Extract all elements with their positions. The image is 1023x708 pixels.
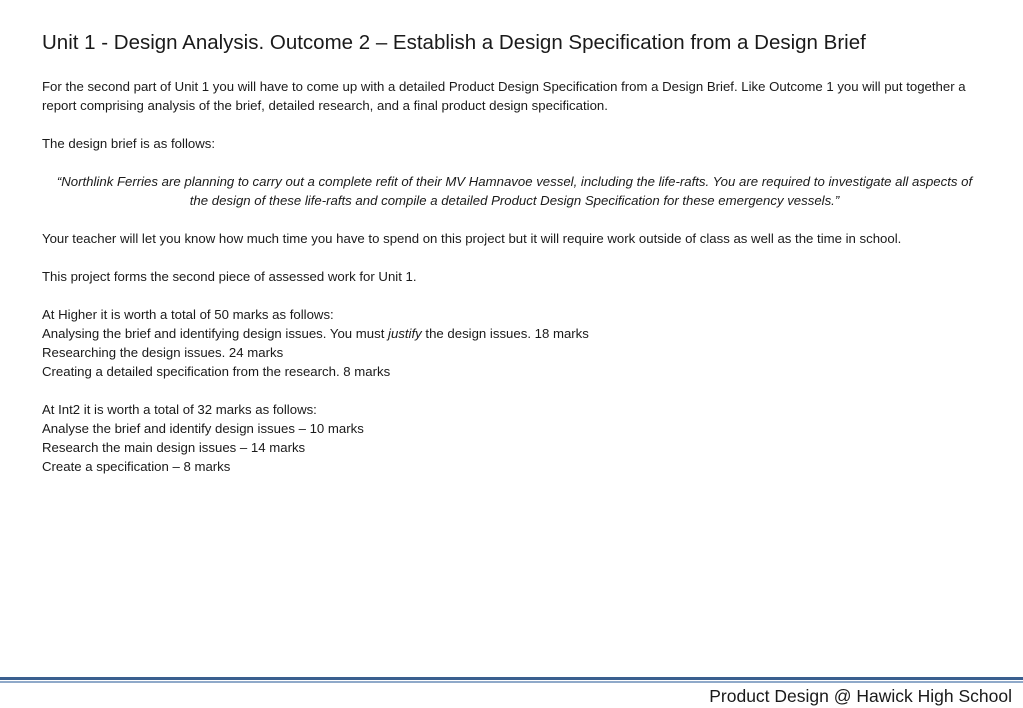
higher-item-research: Researching the design issues. 24 marks (42, 345, 284, 360)
higher-item-analysis (42, 324, 987, 343)
higher-heading: At Higher it is worth a total of 50 marks as follows: (42, 307, 334, 322)
document-body (42, 30, 987, 495)
int2-heading: At Int2 it is worth a total of 32 marks as follows: (42, 402, 317, 417)
footer-divider-light (0, 681, 1023, 683)
int2-item-research: Research the main design issues – 14 marks (42, 440, 306, 455)
page-title: Unit 1 - Design Analysis. Outcome 2 – Establish a Design Specification from a Design Brief (42, 31, 866, 54)
int2-item-specification: Create a specification – 8 marks (42, 459, 231, 474)
int2-marks-section (42, 400, 987, 476)
higher-item-analysis-text: Analysing the brief and identifying design issues. You must (42, 326, 389, 341)
higher-marks-section (42, 305, 987, 381)
higher-item-analysis-marks: the design issues. 18 marks (421, 326, 589, 341)
footer-divider-dark (0, 677, 1023, 680)
brief-intro: The design brief is as follows: (42, 136, 215, 151)
justify-emphasis: justify (388, 326, 422, 341)
footer-label: Product Design @ Hawick High School (709, 686, 1012, 706)
higher-item-specification: Creating a detailed specification from the research. 8 marks (42, 364, 391, 379)
time-note: Your teacher will let you know how much time you have to spend on this project but it will require work outside of class as well as the time in school. (42, 231, 902, 246)
int2-item-analysis: Analyse the brief and identify design issues – 10 marks (42, 421, 364, 436)
assessment-note: This project forms the second piece of assessed work for Unit 1. (42, 269, 417, 284)
intro-paragraph: For the second part of Unit 1 you will have to come up with a detailed Product Design Specification from a Design Brief. Like Outcome 1 you will put together a report comprising analysis of the brief, detailed research, and a final product design specification. (42, 79, 966, 113)
design-brief-quote: “Northlink Ferries are planning to carry out a complete refit of their MV Hamnavoe vessel, including the life-rafts. You are required to investigate all aspects of the design of these life-rafts and compile a detailed Product Design Specification for these emergency vessels.” (56, 174, 973, 208)
